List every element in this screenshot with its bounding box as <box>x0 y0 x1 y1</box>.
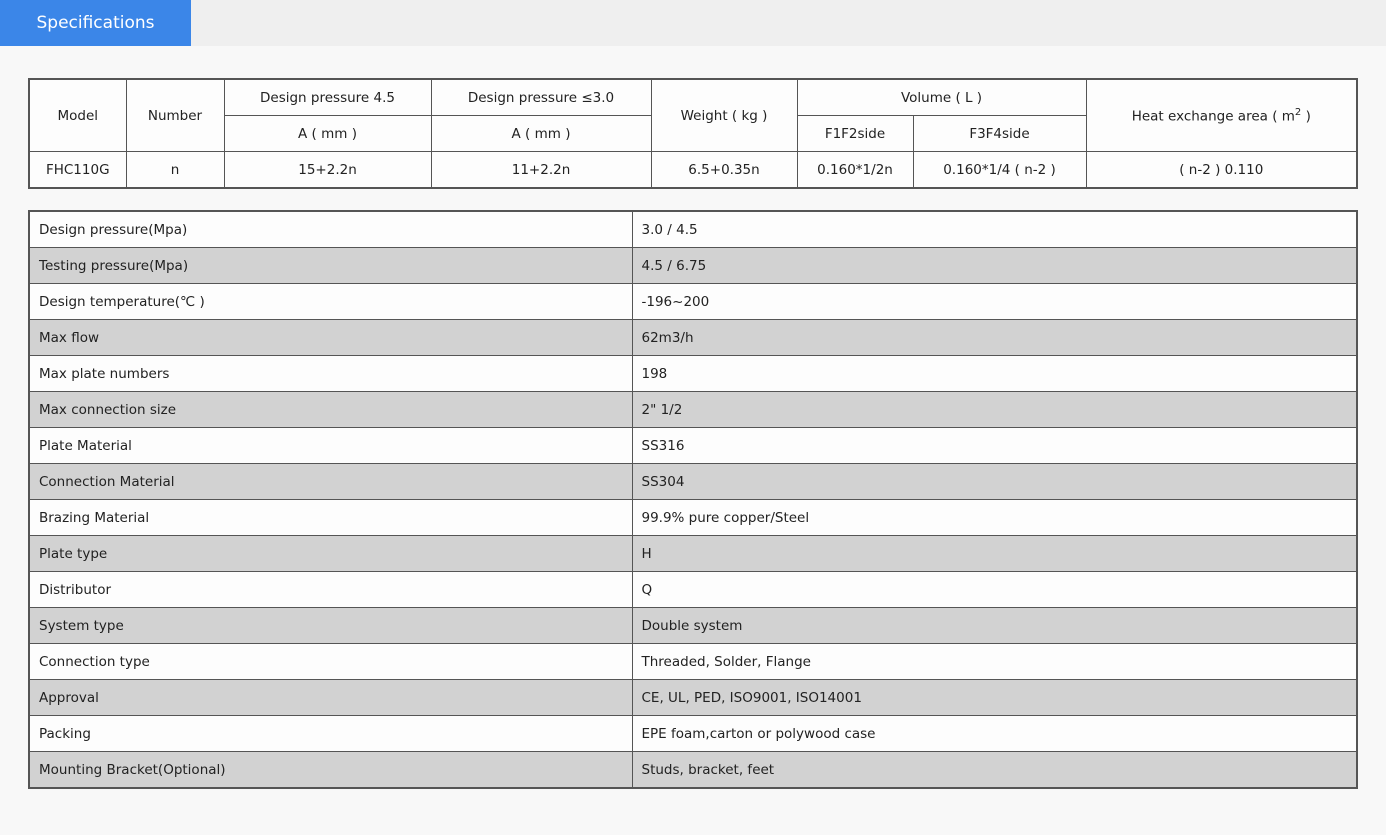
spec-value: 4.5 / 6.75 <box>632 248 1357 284</box>
spec-value: 2" 1/2 <box>632 392 1357 428</box>
header-volume: Volume ( L ) <box>797 79 1086 116</box>
table-row <box>29 284 1357 320</box>
table-row <box>29 464 1357 500</box>
spec-label: Distributor <box>29 572 632 608</box>
header-a-mm-30: A ( mm ) <box>431 116 651 152</box>
spec-value: EPE foam,carton or polywood case <box>632 716 1357 752</box>
spec-value: -196~200 <box>632 284 1357 320</box>
spec-value: CE, UL, PED, ISO9001, ISO14001 <box>632 680 1357 716</box>
table-row <box>29 536 1357 572</box>
spec-label: Packing <box>29 716 632 752</box>
tab-specifications[interactable]: Specifications <box>0 0 191 46</box>
cell-f3f4: 0.160*1/4 ( n-2 ) <box>913 152 1086 189</box>
spec-value: Threaded, Solder, Flange <box>632 644 1357 680</box>
table-row <box>29 752 1357 789</box>
table-row <box>29 716 1357 752</box>
spec-value: SS316 <box>632 428 1357 464</box>
specification-table <box>28 210 1358 789</box>
cell-model: FHC110G <box>29 152 126 189</box>
spec-value: H <box>632 536 1357 572</box>
spec-label: Approval <box>29 680 632 716</box>
spec-value: Double system <box>632 608 1357 644</box>
spec-value: 198 <box>632 356 1357 392</box>
model-dimension-table <box>28 78 1358 189</box>
header-weight: Weight ( kg ) <box>651 79 797 152</box>
header-model: Model <box>29 79 126 152</box>
tab-bar <box>0 0 1386 46</box>
table-row <box>29 152 1357 189</box>
spec-label: Design pressure(Mpa) <box>29 211 632 248</box>
spec-label: Connection Material <box>29 464 632 500</box>
cell-dp30: 11+2.2n <box>431 152 651 189</box>
spec-value: Studs, bracket, feet <box>632 752 1357 789</box>
table-row <box>29 356 1357 392</box>
spec-label: Max flow <box>29 320 632 356</box>
spec-value: 3.0 / 4.5 <box>632 211 1357 248</box>
spec-value: 62m3/h <box>632 320 1357 356</box>
spec-label: Connection type <box>29 644 632 680</box>
table-row <box>29 211 1357 248</box>
table-row <box>29 320 1357 356</box>
table-row <box>29 608 1357 644</box>
cell-dp45: 15+2.2n <box>224 152 431 189</box>
spec-label: Design temperature(℃ ) <box>29 284 632 320</box>
spec-value: Q <box>632 572 1357 608</box>
cell-heat-exchange-area: ( n-2 ) 0.110 <box>1086 152 1357 189</box>
spec-label: Max plate numbers <box>29 356 632 392</box>
header-f3f4-side: F3F4side <box>913 116 1086 152</box>
table-row <box>29 500 1357 536</box>
spec-label: Plate type <box>29 536 632 572</box>
table-row <box>29 248 1357 284</box>
header-f1f2-side: F1F2side <box>797 116 913 152</box>
spec-label: Max connection size <box>29 392 632 428</box>
cell-f1f2: 0.160*1/2n <box>797 152 913 189</box>
table-row <box>29 428 1357 464</box>
header-design-pressure-45: Design pressure 4.5 <box>224 79 431 116</box>
header-number: Number <box>126 79 224 152</box>
spec-value: SS304 <box>632 464 1357 500</box>
header-heat-exchange-area: Heat exchange area ( $m^2$ ) <box>1086 79 1357 152</box>
spec-label: Brazing Material <box>29 500 632 536</box>
cell-number: n <box>126 152 224 189</box>
spec-value: 99.9% pure copper/Steel <box>632 500 1357 536</box>
table-row <box>29 392 1357 428</box>
spec-label: Mounting Bracket(Optional) <box>29 752 632 789</box>
table-row <box>29 644 1357 680</box>
spec-label: Plate Material <box>29 428 632 464</box>
header-design-pressure-30: Design pressure ≤3.0 <box>431 79 651 116</box>
table-row <box>29 572 1357 608</box>
spec-label: System type <box>29 608 632 644</box>
header-a-mm-45: A ( mm ) <box>224 116 431 152</box>
table-row <box>29 680 1357 716</box>
spec-label: Testing pressure(Mpa) <box>29 248 632 284</box>
cell-weight: 6.5+0.35n <box>651 152 797 189</box>
